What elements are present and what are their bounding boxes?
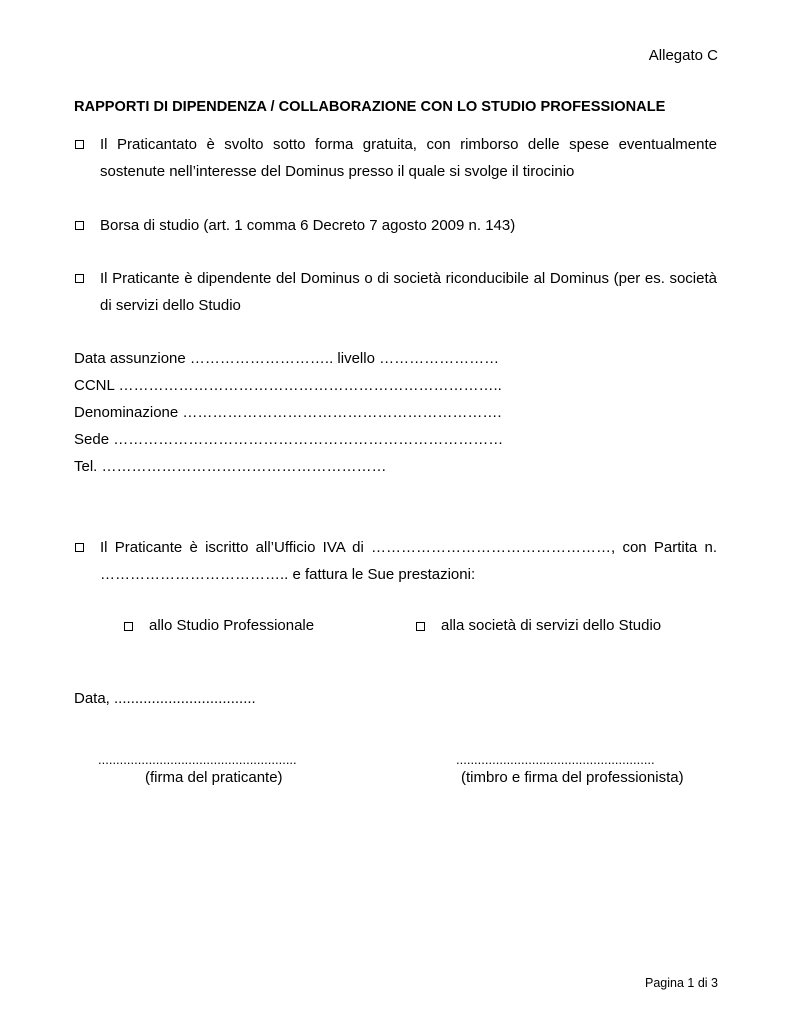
choice-alla-societa: alla società di servizi dello Studio <box>441 617 662 634</box>
checkbox-borsa-di-studio[interactable] <box>75 221 84 230</box>
checkbox-alla-societa[interactable] <box>416 622 425 631</box>
page-number: Pagina 1 di 3 <box>645 976 718 990</box>
option-praticante-dipendente: Il Praticante è dipendente del Dominus o di società riconducibile al Dominus (per es. società di servizi dello Studio <box>100 270 717 314</box>
field-denominazione[interactable]: Denominazione ………………………………………………………. <box>74 404 502 421</box>
field-sede[interactable]: Sede …………………………………………………………………… <box>74 431 504 448</box>
option-praticantato-gratuito: Il Praticantato è svolto sotto forma gratuita, con rimborso delle spese eventualmente sostenute nell’interesse del Dominus presso il quale si svolge il tirocinio <box>100 136 717 180</box>
option-iscritto-iva: Il Praticante è iscritto all’Ufficio IVA di …………………………………………, con Partita n. <box>100 539 717 556</box>
checkbox-allo-studio[interactable] <box>124 622 133 631</box>
choice-allo-studio: allo Studio Professionale <box>149 617 315 634</box>
signature-line-professionista[interactable]: ....................................................... <box>456 752 655 767</box>
field-data[interactable]: Data, .................................. <box>74 690 256 707</box>
signature-label-praticante: (firma del praticante) <box>145 769 283 786</box>
attachment-label: Allegato C <box>648 47 718 64</box>
field-tel[interactable]: Tel. ………………………………………………… <box>74 458 387 475</box>
checkbox-praticante-dipendente[interactable] <box>75 274 84 283</box>
field-ccnl[interactable]: CCNL ………………………………………………………………….. <box>74 377 502 394</box>
iva-partita-line[interactable]: ……………………………….. e fattura le Sue prestazioni: <box>100 566 476 583</box>
checkbox-iscritto-iva[interactable] <box>75 543 84 552</box>
signature-label-professionista: (timbro e firma del professionista) <box>461 769 684 786</box>
field-data-assunzione[interactable]: Data assunzione ……………………….. livello …………………… <box>74 350 500 367</box>
checkbox-praticantato-gratuito[interactable] <box>75 140 84 149</box>
option-borsa-di-studio: Borsa di studio (art. 1 comma 6 Decreto 7 agosto 2009 n. 143) <box>100 217 516 234</box>
document-title: RAPPORTI DI DIPENDENZA / COLLABORAZIONE CON LO STUDIO PROFESSIONALE <box>74 99 666 115</box>
signature-line-praticante[interactable]: ....................................................... <box>98 752 297 767</box>
